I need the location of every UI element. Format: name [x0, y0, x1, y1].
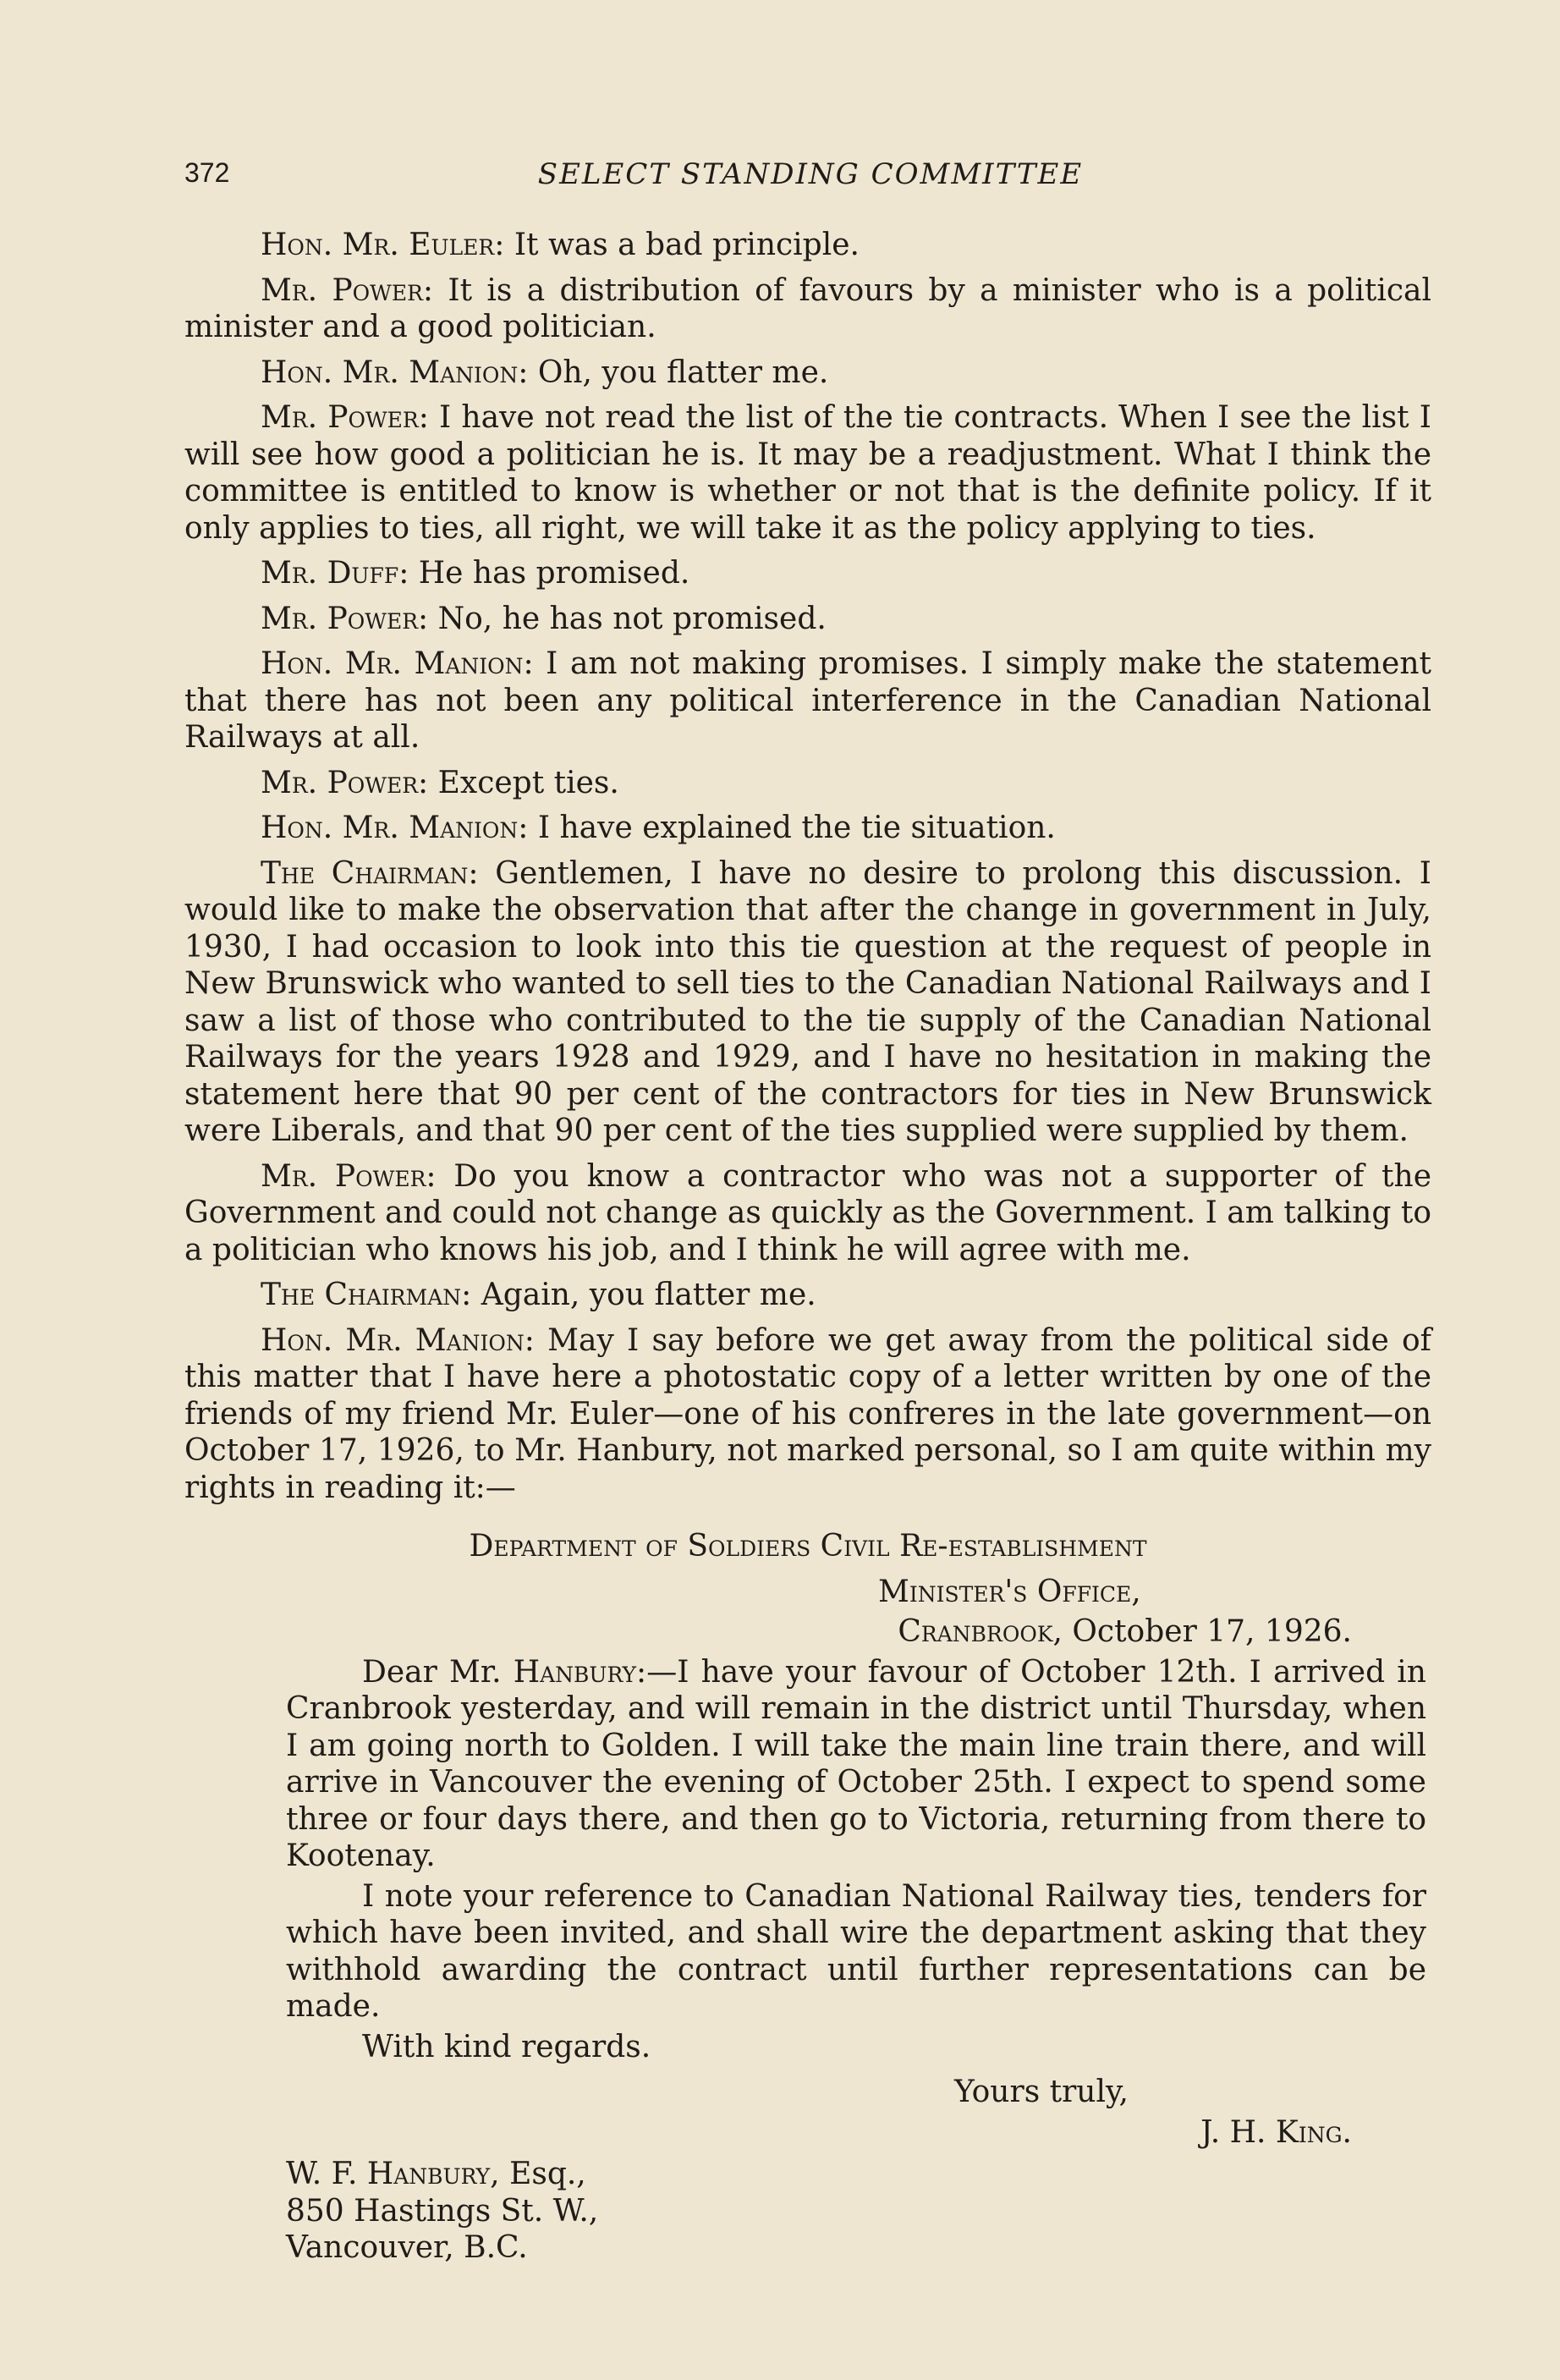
letter-paragraph: I note your reference to Canadian National Railway ties, tenders for which have been invited, and shall wire the department asking that they withhold awarding the contract until further representations can be made. — [286, 1878, 1426, 2024]
speaker: Mr. Power: — [261, 272, 434, 308]
recipient-address — [286, 2156, 1431, 2267]
letter-salutation: Dear Mr. Hanbury: — [362, 1654, 647, 1690]
speech: Again, you flatter me. — [471, 1278, 816, 1312]
address-line — [286, 2156, 1431, 2193]
speaker: Mr. Power: — [261, 1158, 437, 1194]
letter-dateline — [286, 1613, 1352, 1651]
paragraph — [184, 272, 1431, 346]
speech: May I say before we get away from the political side of this matter that I have here a photostatic copy of a letter written by one of the friends of my friend Mr. Euler—one of his confreres in the late government—on October 17, 1926, to Mr. Hanbury, not marked personal, so I am quite within my rights in reading it:— — [184, 1322, 1432, 1505]
letter-regards: With kind regards. — [362, 2029, 651, 2064]
letter-text: —I have your favour of October 12th. I arrived in Cranbrook yesterday, and will remain in the district until Thursday, when I am going north to Golden. I will take the main line train there, and will arrive in Vancouver the evening of October 25th. I expect to spend some three or four days there, and then go to Victoria, returning from there to Kootenay. — [286, 1654, 1426, 1873]
letter-date: October 17, 1926. — [1062, 1614, 1352, 1649]
paragraph — [184, 1277, 1431, 1314]
speaker: Mr. Power: — [261, 601, 429, 636]
speech: I am not making promises. I simply make the statement that there has not been any political interference in the Canadian National Railways at all. — [184, 646, 1431, 755]
speech: It was a bad principle. — [504, 228, 860, 262]
speaker: Hon. Mr. Manion: — [261, 646, 534, 681]
speech: He has promised. — [409, 556, 690, 591]
paragraph — [184, 1322, 1431, 1507]
page-header — [184, 157, 1436, 200]
paragraph — [184, 810, 1431, 847]
speech: Gentlemen, I have no desire to prolong this discussion. I would like to make the observation that after the change in government in July, 1930, I had occasion to look into this tie question at the request of people in New Brunswick who wanted to sell ties to the Canadian National Railways and I saw a list of those who contributed to the tie supply of the Canadian National Railways for the years 1928 and 1929, and I have no hesitation in making the statement here that 90 per cent of the contractors for ties in New Brunswick were Liberals, and that 90 per cent of the ties supplied were supplied by them. — [184, 855, 1431, 1148]
speaker: Hon. Mr. Manion: — [261, 1322, 535, 1358]
speaker: Mr. Power: — [261, 765, 429, 800]
speaker: Hon. Mr. Manion: — [261, 355, 529, 390]
letter-paragraph — [286, 1654, 1426, 1875]
speech: I have explained the tie situation. — [528, 811, 1056, 845]
paragraph — [184, 601, 1431, 638]
page-number: 372 — [184, 157, 230, 188]
paragraph — [184, 555, 1431, 592]
letter-place: Cranbrook, — [898, 1614, 1063, 1649]
speaker: The Chairman: — [261, 855, 479, 891]
paragraph — [184, 399, 1431, 547]
address-line: 850 Hastings St. W., — [286, 2193, 599, 2229]
speech: Except ties. — [428, 765, 619, 800]
speaker: Hon. Mr. Euler: — [261, 228, 505, 262]
transcript-body — [184, 227, 1431, 2267]
speaker: Mr. Power: — [261, 400, 429, 435]
paragraph — [184, 855, 1431, 1150]
running-title: SELECT STANDING COMMITTEE — [537, 157, 1084, 191]
speaker: Hon. Mr. Manion: — [261, 811, 529, 845]
speaker: The Chairman: — [261, 1278, 472, 1312]
paragraph — [184, 227, 1431, 264]
address-line: Vancouver, B.C. — [286, 2230, 528, 2265]
recipient-name: W. F. Hanbury, — [286, 2157, 500, 2191]
quoted-letter — [286, 1574, 1426, 2152]
paragraph — [184, 355, 1431, 392]
letter-office: Minister's Office, — [878, 1574, 1141, 1609]
speech: No, he has not promised. — [428, 601, 827, 636]
speech: Do you know a contractor who was not a supporter of the Government and could not change as quickly as the Government. I am talking to a politician who knows his job, and I think he will agree with me. — [184, 1158, 1432, 1267]
paragraph — [184, 1158, 1431, 1269]
letter-signature: J. H. King. — [1200, 2114, 1352, 2150]
paragraph — [184, 765, 1431, 802]
letter-closing: Yours truly, — [954, 2075, 1129, 2109]
speaker: Mr. Duff: — [261, 556, 409, 591]
speech: Oh, you flatter me. — [528, 355, 829, 390]
letter-heading: Department of Soldiers Civil Re-establishment — [469, 1529, 1147, 1564]
speech: I have not read the list of the tie contracts. When I see the list I will see how good a politician he is. It may be a readjustment. What I think the committee is entitled to know is whether or not that is the definite policy. If it only applies to ties, all right, we will take it as the policy applying to ties. — [184, 400, 1431, 546]
paragraph — [184, 646, 1431, 756]
speech: It is a distribution of favours by a minister who is a political minister and a good politician. — [184, 272, 1431, 344]
recipient-suffix: Esq., — [499, 2157, 586, 2191]
